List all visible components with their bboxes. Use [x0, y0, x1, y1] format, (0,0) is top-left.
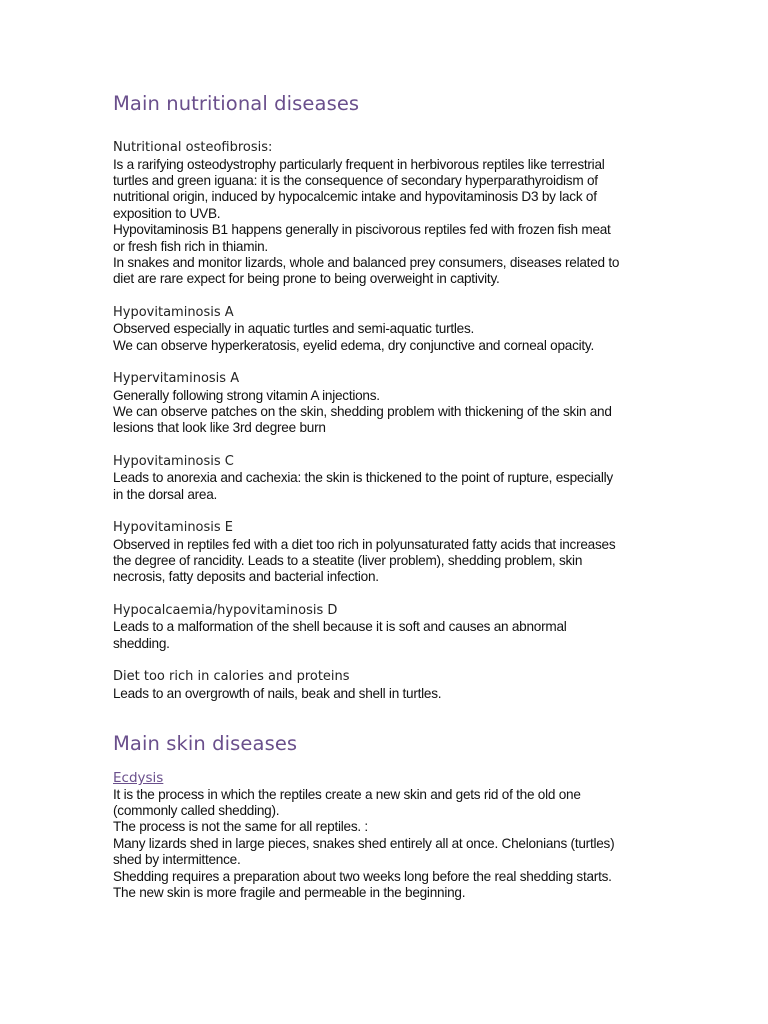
section-title: Hypocalcaemia/hypovitaminosis D [113, 602, 338, 618]
body-line: diet are rare expect for being prone to being overweight in captivity. [113, 271, 500, 287]
section-body [113, 537, 658, 586]
section-title: Hypovitaminosis C [113, 453, 234, 469]
section-hypovitaminosis-e [113, 520, 658, 586]
section-title: Hypervitaminosis A [113, 371, 240, 387]
body-line: lesions that look like 3rd degree burn [113, 420, 326, 436]
section-hypovitaminosis-a [113, 305, 658, 354]
body-line: Many lizards shed in large pieces, snakes shed entirely all at once. Chelonians (turtles) [113, 835, 615, 851]
section-body [113, 321, 658, 354]
body-line: nutritional origin, induced by hypocalcemic intake and hypovitaminosis D3 by lack of [113, 189, 597, 205]
section-ecdysis [113, 770, 658, 901]
body-line: The new skin is more fragile and permeable in the beginning. [113, 884, 466, 900]
section-title: Hypovitaminosis A [113, 304, 234, 320]
section-osteofibrosis [113, 140, 658, 288]
body-line: We can observe hyperkeratosis, eyelid edema, dry conjunctive and corneal opacity. [113, 337, 594, 353]
body-line: Observed especially in aquatic turtles and semi-aquatic turtles. [113, 321, 475, 337]
section-hypovitaminosis-c [113, 454, 658, 503]
ecdysis-link[interactable]: Ecdysis [113, 770, 164, 787]
section-hypocalcaemia [113, 603, 658, 652]
section-body [113, 787, 658, 902]
body-line: shed by intermittence. [113, 852, 241, 868]
section-hypervitaminosis-a [113, 371, 658, 437]
section-body [113, 157, 658, 288]
section-title: Diet too rich in calories and proteins [113, 669, 350, 685]
body-line: exposition to UVB. [113, 205, 221, 221]
body-line: the degree of rancidity. Leads to a steatite (liver problem), shedding problem, skin [113, 553, 583, 568]
body-line: Leads to a malformation of the shell because it is soft and causes an abnormal [113, 619, 567, 635]
body-line: (commonly called shedding). [113, 802, 280, 818]
body-line: Observed in reptiles fed with a diet too rich in polyunsaturated fatty acids that increases [113, 536, 616, 552]
document-page [113, 92, 658, 918]
section-body [113, 470, 658, 503]
body-line: We can observe patches on the skin, shedding problem with thickening of the skin and [113, 403, 612, 419]
section-title: Nutritional osteofibrosis: [113, 140, 273, 155]
body-line: Hypovitaminosis B1 happens generally in piscivorous reptiles fed with frozen fish meat [113, 222, 611, 238]
body-line: Leads to anorexia and cachexia: the skin is thickened to the point of rupture, especially [113, 470, 613, 486]
body-line: Is a rarifying osteodystrophy particularly frequent in herbivorous reptiles like terrestrial [113, 156, 605, 172]
body-line: It is the process in which the reptiles create a new skin and gets rid of the old one [113, 786, 581, 802]
section-body [113, 388, 658, 437]
nutritional-sections [113, 140, 658, 702]
heading-skin-diseases: Main skin diseases [113, 732, 298, 756]
section-body [113, 686, 658, 702]
section-diet-calories [113, 669, 658, 702]
body-line: Shedding requires a preparation about two weeks long before the real shedding starts. [113, 868, 612, 884]
section-body [113, 619, 658, 652]
body-line: Generally following strong vitamin A injections. [113, 387, 380, 403]
section-title: Hypovitaminosis E [113, 520, 234, 536]
heading-nutritional-diseases: Main nutritional diseases [113, 92, 360, 115]
body-line: necrosis, fatty deposits and bacterial infection. [113, 569, 379, 585]
body-line: in the dorsal area. [113, 486, 218, 502]
body-line: shedding. [113, 635, 170, 651]
body-line: Leads to an overgrowth of nails, beak and shell in turtles. [113, 685, 442, 701]
body-line: or fresh fish rich in thiamin. [113, 238, 268, 254]
body-line: turtles and green iguana: it is the consequence of secondary hyperparathyroidism of [113, 172, 598, 188]
body-line: The process is not the same for all reptiles. : [113, 819, 368, 835]
body-line: In snakes and monitor lizards, whole and balanced prey consumers, diseases related to [113, 254, 620, 270]
